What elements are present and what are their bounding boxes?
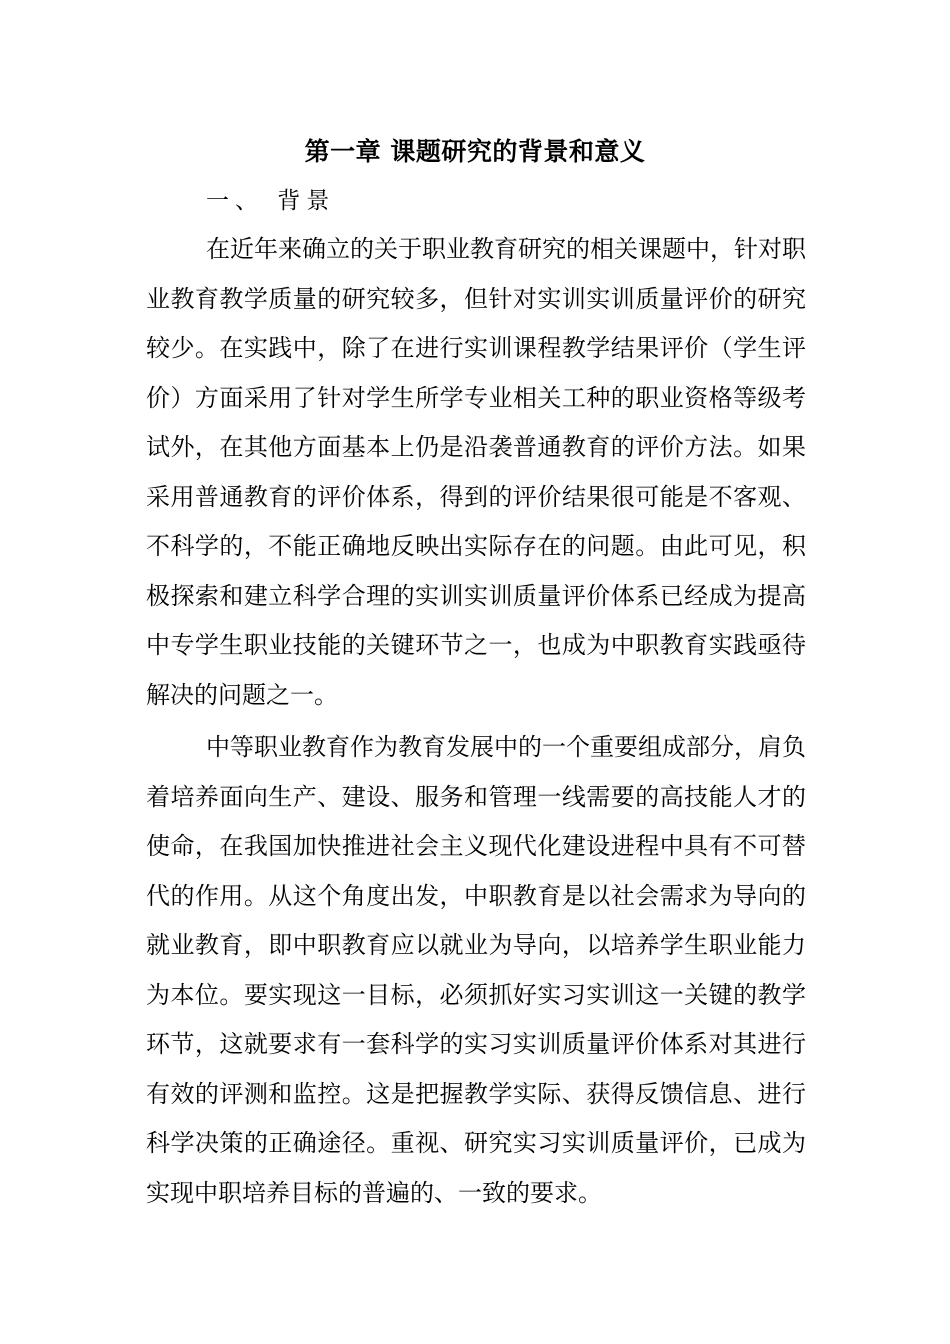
body-paragraph-1: 在近年来确立的关于职业教育研究的相关课题中，针对职业教育教学质量的研究较多，但针对实训实训质量评价的研究较少。在实践中，除了在进行实训课程教学结果评价（学生评价）方面采用了针对学生所学专业相关工种的职业资格等级考试外，在其他方面基本上仍是沿袭普通教育的评价方法。如果采用普通教育的评价体系，得到的评价结果很可能是不客观、不科学的，不能正确地反映出实际存在的问题。由此可见，积极探索和建立科学合理的实训实训质量评价体系已经成为提高中专学生职业技能的关键环节之一，也成为中职教育实践亟待解决的问题之一。	[146, 235, 806, 709]
body-paragraph-2: 中等职业教育作为教育发展中的一个重要组成部分，肩负着培养面向生产、建设、服务和管理一线需要的高技能人才的使命，在我国加快推进社会主义现代化建设进程中具有不可替代的作用。从这个角度出发，中职教育是以社会需求为导向的就业教育，即中职教育应以就业为导向，以培养学生职业能力为本位。要实现这一目标，必须抓好实习实训这一关键的教学环节，这就要求有一套科学的实习实训质量评价体系对其进行有效的评测和监控。这是把握教学实际、获得反馈信息、进行科学决策的正确途径。重视、研究实习实训质量评价，已成为实现中职培养目标的普遍的、一致的要求。	[146, 733, 806, 1207]
section-heading: 一、 背景	[206, 188, 336, 214]
chapter-title: 第一章 课题研究的背景和意义	[304, 137, 646, 166]
